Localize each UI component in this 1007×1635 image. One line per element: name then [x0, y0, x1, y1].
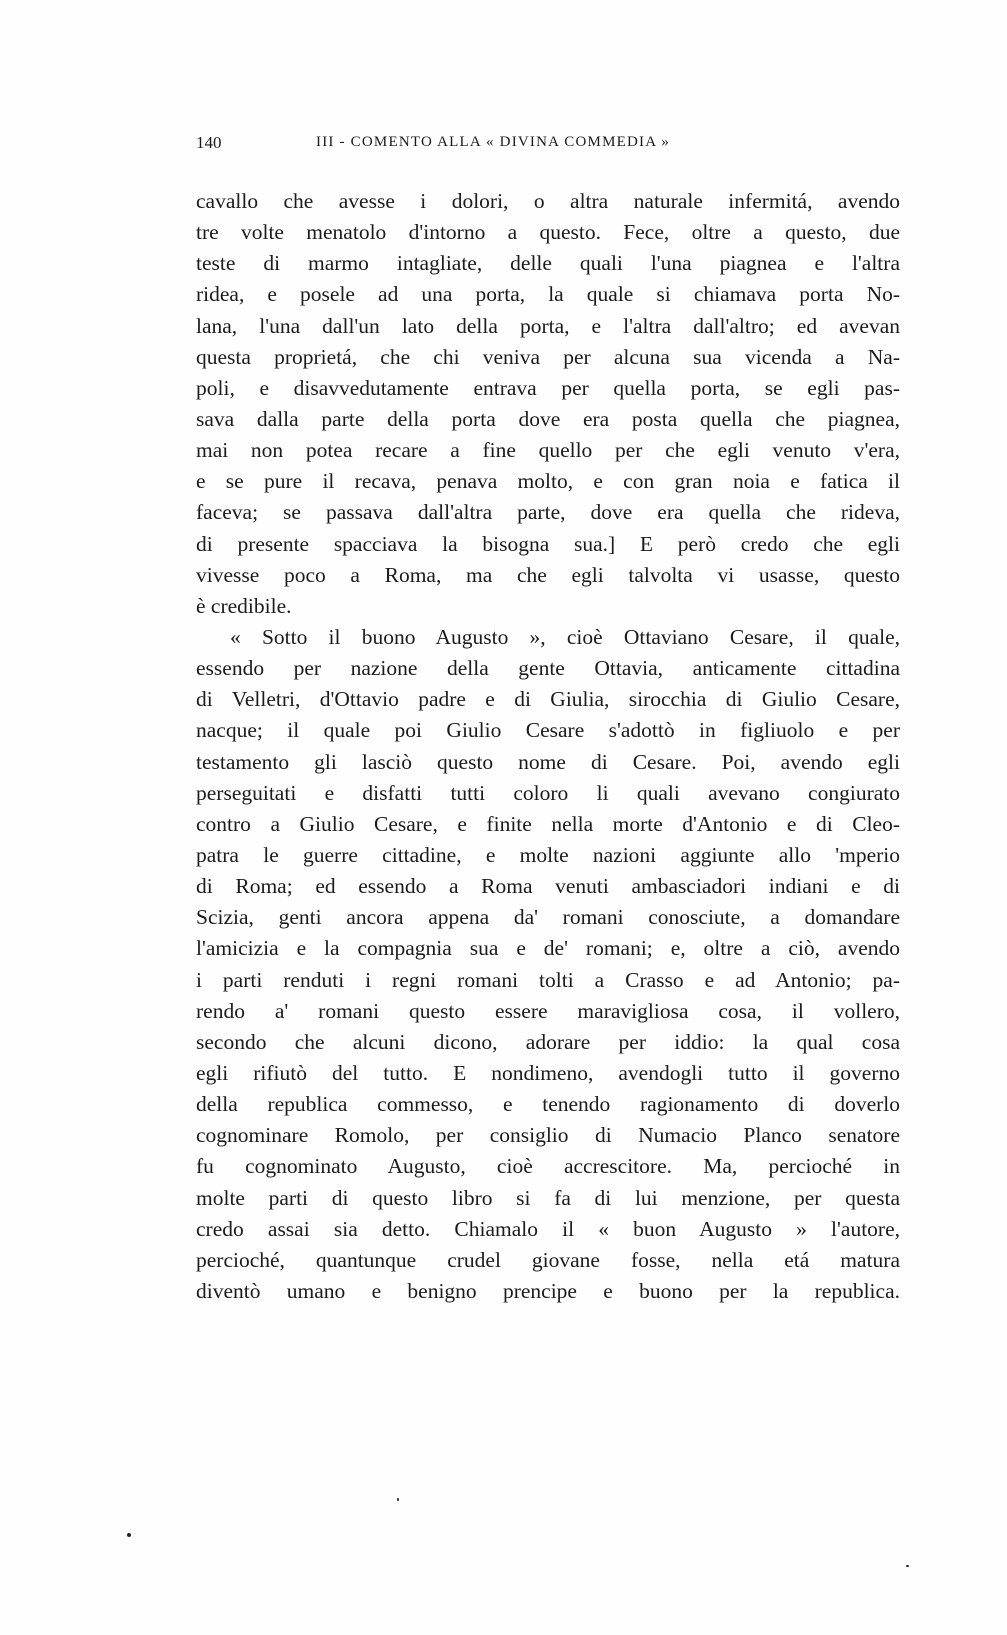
text-line: fu cognominato Augusto, cioè accrescitore. Ma, percioché in	[196, 1154, 900, 1179]
text-line: e se pure il recava, penava molto, e con gran noia e fatica il	[196, 469, 900, 494]
paragraph-start-line: « Sotto il buono Augusto », cioè Ottaviano Cesare, il quale,	[230, 624, 900, 649]
text-line: lana, l'una dall'un lato della porta, e l'altra dall'altro; ed avevan	[196, 313, 900, 338]
text-line: vivesse poco a Roma, ma che egli talvolta vi usasse, questo	[196, 562, 900, 587]
scan-speck	[127, 1533, 131, 1537]
text-line: secondo che alcuni dicono, adorare per iddio: la qual cosa	[196, 1029, 900, 1054]
text-line: è credibile.	[196, 593, 292, 618]
text-line: di Velletri, d'Ottavio padre e di Giulia, sirocchia di Giulio Cesare,	[196, 687, 900, 712]
text-line: patra le guerre cittadine, e molte nazioni aggiunte allo 'mperio	[196, 842, 900, 867]
text-line: tre volte menatolo d'intorno a questo. Fece, oltre a questo, due	[196, 220, 900, 245]
running-header	[196, 133, 816, 157]
text-line: teste di marmo intagliate, delle quali l'una piagnea e l'altra	[196, 251, 900, 276]
text-line: l'amicizia e la compagnia sua e de' romani; e, oltre a ciò, avendo	[196, 936, 900, 961]
text-line: cavallo che avesse i dolori, o altra naturale infermitá, avendo	[196, 189, 900, 213]
text-line: ridea, e posele ad una porta, la quale si chiamava porta No-	[196, 282, 900, 307]
text-line: di presente spacciava la bisogna sua.] E però credo che egli	[196, 531, 900, 556]
text-line: faceva; se passava dall'altra parte, dove era quella che rideva,	[196, 500, 900, 525]
text-line: perseguitati e disfatti tutti coloro li quali avevano congiurato	[196, 780, 900, 805]
page-number: 140	[196, 133, 222, 152]
text-line: diventò umano e benigno prencipe e buono per la republica.	[196, 1278, 900, 1303]
running-title: III - COMENTO ALLA « DIVINA COMMEDIA »	[316, 134, 671, 150]
text-line: egli rifiutò del tutto. E nondimeno, avendogli tutto il governo	[196, 1060, 900, 1085]
text-line: Scizia, genti ancora appena da' romani conosciute, a domandare	[196, 905, 900, 930]
text-line: rendo a' romani questo essere maravigliosa cosa, il vollero,	[196, 998, 900, 1023]
scan-speck	[397, 1498, 399, 1501]
text-line: credo assai sia detto. Chiamalo il « buon Augusto » l'autore,	[196, 1216, 900, 1241]
text-line: mai non potea recare a fine quello per che egli venuto v'era,	[196, 438, 900, 463]
text-line: cognominare Romolo, per consiglio di Numacio Planco senatore	[196, 1123, 900, 1148]
text-line: nacque; il quale poi Giulio Cesare s'adottò in figliuolo e per	[196, 718, 900, 743]
text-line: poli, e disavvedutamente entrava per quella porta, se egli pas-	[196, 375, 900, 400]
text-line: di Roma; ed essendo a Roma venuti ambasciadori indiani e di	[196, 874, 900, 899]
text-line: i parti renduti i regni romani tolti a Crasso e ad Antonio; pa-	[196, 967, 900, 992]
text-line: della republica commesso, e tenendo ragionamento di doverlo	[196, 1092, 900, 1117]
text-line: percioché, quantunque crudel giovane fosse, nella etá matura	[196, 1247, 900, 1272]
text-line: contro a Giulio Cesare, e finite nella morte d'Antonio e di Cleo-	[196, 811, 900, 836]
text-line: sava dalla parte della porta dove era posta quella che piagnea,	[196, 406, 900, 431]
text-line: essendo per nazione della gente Ottavia, anticamente cittadina	[196, 656, 900, 681]
text-line: testamento gli lasciò questo nome di Cesare. Poi, avendo egli	[196, 749, 900, 774]
scan-speck	[906, 1565, 909, 1567]
text-line: questa proprietá, che chi veniva per alcuna sua vicenda a Na-	[196, 344, 900, 369]
body-text	[196, 186, 900, 1307]
text-line: molte parti di questo libro si fa di lui menzione, per questa	[196, 1185, 900, 1210]
